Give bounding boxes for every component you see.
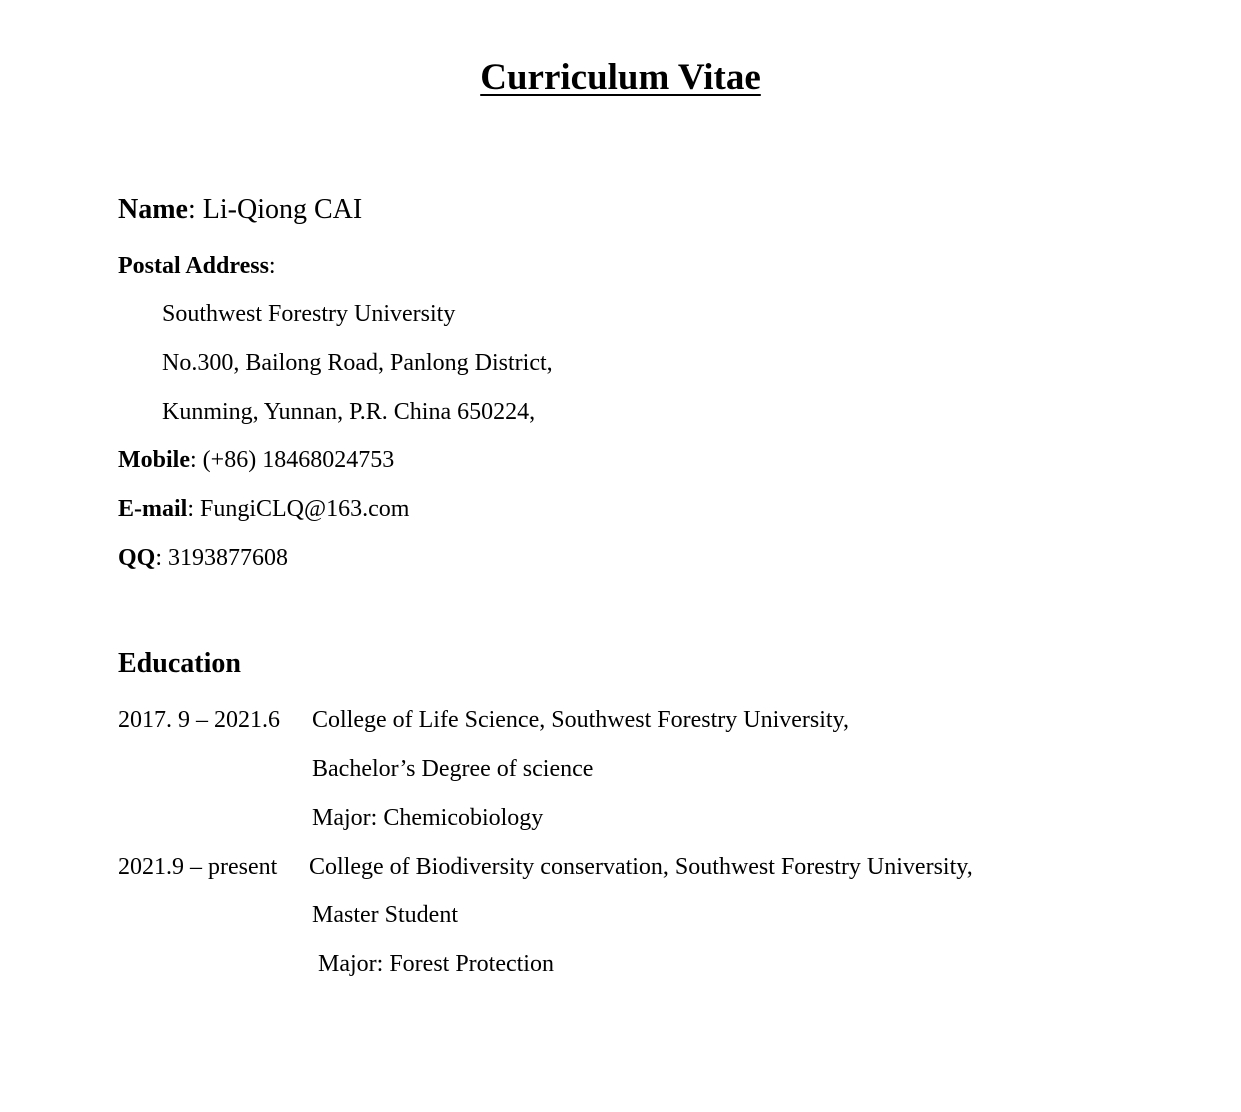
education-entry-1-line-2: Bachelor’s Degree of science — [312, 756, 594, 782]
postal-address-line — [118, 251, 276, 281]
name-line — [118, 193, 362, 227]
qq-label: QQ — [118, 545, 156, 571]
email-value: : FungiCLQ@163.com — [187, 496, 410, 522]
page-title-text: Curriculum Vitae — [480, 57, 761, 98]
qq-line — [118, 543, 288, 573]
education-entry-2-line-3: Major: Forest Protection — [312, 951, 554, 977]
postal-address-colon: : — [268, 253, 276, 279]
qq-value: : 3193877608 — [155, 545, 289, 571]
name-value: : Li-Qiong CAI — [187, 194, 363, 225]
email-line — [118, 494, 409, 524]
page-title — [0, 55, 1241, 101]
postal-address-label: Postal Address — [118, 253, 269, 279]
mobile-line — [118, 445, 394, 475]
education-heading: Education — [118, 648, 241, 679]
education-entry-2-line-1: College of Biodiversity conservation, Southwest Forestry University, — [309, 854, 973, 880]
education-entry-1-line-1: College of Life Science, Southwest Forestry University, — [312, 707, 849, 733]
mobile-label: Mobile — [118, 447, 190, 473]
address-line-2: No.300, Bailong Road, Panlong District, — [162, 350, 553, 376]
email-label: E-mail — [118, 496, 188, 522]
mobile-value: : (+86) 18468024753 — [190, 447, 395, 473]
education-entry-1-line-3: Major: Chemicobiology — [312, 805, 544, 831]
education-entry-2-line-2: Master Student — [312, 902, 458, 928]
name-label: Name — [118, 194, 188, 225]
education-entry-2-dates: 2021.9 – present — [118, 854, 278, 880]
education-entry-1-dates: 2017. 9 – 2021.6 — [118, 707, 280, 733]
address-line-3: Kunming, Yunnan, P.R. China 650224, — [162, 399, 536, 425]
address-line-1: Southwest Forestry University — [162, 301, 456, 327]
